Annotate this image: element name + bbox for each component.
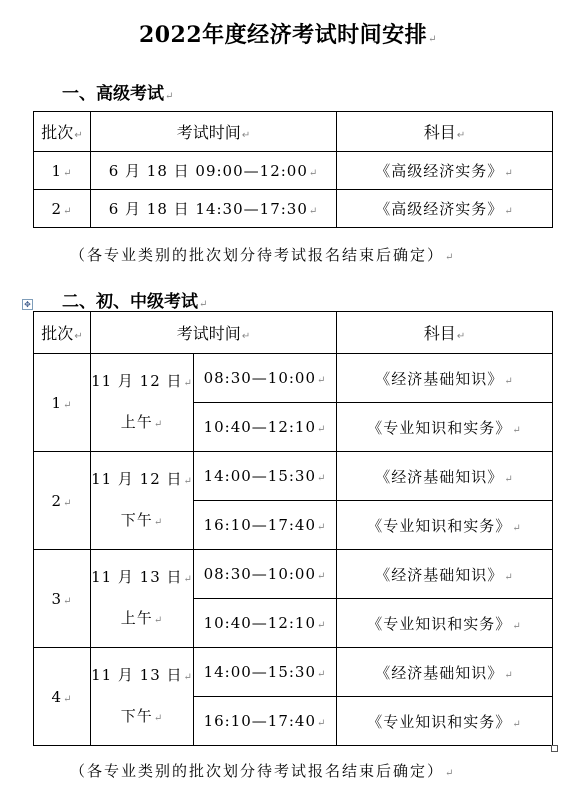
batch-cell: 4↵: [34, 648, 91, 746]
time-cell: 08:30—10:00↵: [194, 550, 337, 599]
batch-cell: 1↵: [34, 354, 91, 452]
table-row: [34, 648, 553, 697]
batch-note: （各专业类别的批次划分待考试报名结束后确定）↵: [70, 762, 456, 780]
subject-cell: 《高级经济实务》↵: [337, 190, 553, 228]
subject-cell: 《经济基础知识》↵: [337, 550, 553, 599]
date-cell: 11 月 13 日↵ 上午↵: [91, 550, 194, 648]
subject-cell: 《经济基础知识》↵: [337, 452, 553, 501]
table-move-handle-icon[interactable]: ✥: [22, 299, 33, 310]
section-heading-senior: 一、高级考试↵: [62, 84, 174, 104]
batch-cell: 2↵: [34, 190, 91, 228]
subject-cell: 《专业知识和实务》↵: [337, 599, 553, 648]
table-header-row: [34, 312, 553, 354]
time-cell: 16:10—17:40↵: [194, 501, 337, 550]
document-title: 2022年度经济考试时间安排↵: [138, 22, 438, 48]
batch-cell: 2↵: [34, 452, 91, 550]
subject-cell: 《专业知识和实务》↵: [337, 697, 553, 746]
header-exam-time: 考试时间↵: [91, 312, 337, 354]
time-cell: 14:00—15:30↵: [194, 452, 337, 501]
junior-intermediate-exam-table: [33, 311, 553, 746]
time-cell: 14:00—15:30↵: [194, 648, 337, 697]
table-header-row: [34, 112, 553, 152]
time-cell: 6 月 18 日 14:30—17:30↵: [91, 190, 337, 228]
table-row: [34, 452, 553, 501]
time-cell: 08:30—10:00↵: [194, 354, 337, 403]
time-cell: 16:10—17:40↵: [194, 697, 337, 746]
time-cell: 10:40—12:10↵: [194, 599, 337, 648]
batch-note: （各专业类别的批次划分待考试报名结束后确定）↵: [70, 246, 456, 264]
subject-cell: 《经济基础知识》↵: [337, 354, 553, 403]
date-cell: 11 月 12 日↵ 上午↵: [91, 354, 194, 452]
table-row: [34, 354, 553, 403]
subject-cell: 《经济基础知识》↵: [337, 648, 553, 697]
date-cell: 11 月 12 日↵ 下午↵: [91, 452, 194, 550]
senior-exam-table: [33, 111, 553, 228]
time-cell: 6 月 18 日 09:00—12:00↵: [91, 152, 337, 190]
time-cell: 10:40—12:10↵: [194, 403, 337, 452]
table-row: [34, 152, 553, 190]
subject-cell: 《高级经济实务》↵: [337, 152, 553, 190]
date-cell: 11 月 13 日↵ 下午↵: [91, 648, 194, 746]
table-resize-handle[interactable]: [551, 745, 558, 752]
batch-cell: 3↵: [34, 550, 91, 648]
header-batch: 批次↵: [34, 312, 91, 354]
subject-cell: 《专业知识和实务》↵: [337, 501, 553, 550]
header-subject: 科目↵: [337, 312, 553, 354]
section-heading-junior-intermediate: 二、初、中级考试↵: [62, 292, 208, 312]
header-exam-time: 考试时间↵: [91, 112, 337, 152]
header-batch: 批次↵: [34, 112, 91, 152]
batch-cell: 1↵: [34, 152, 91, 190]
table-row: [34, 190, 553, 228]
table-row: [34, 550, 553, 599]
header-subject: 科目↵: [337, 112, 553, 152]
subject-cell: 《专业知识和实务》↵: [337, 403, 553, 452]
